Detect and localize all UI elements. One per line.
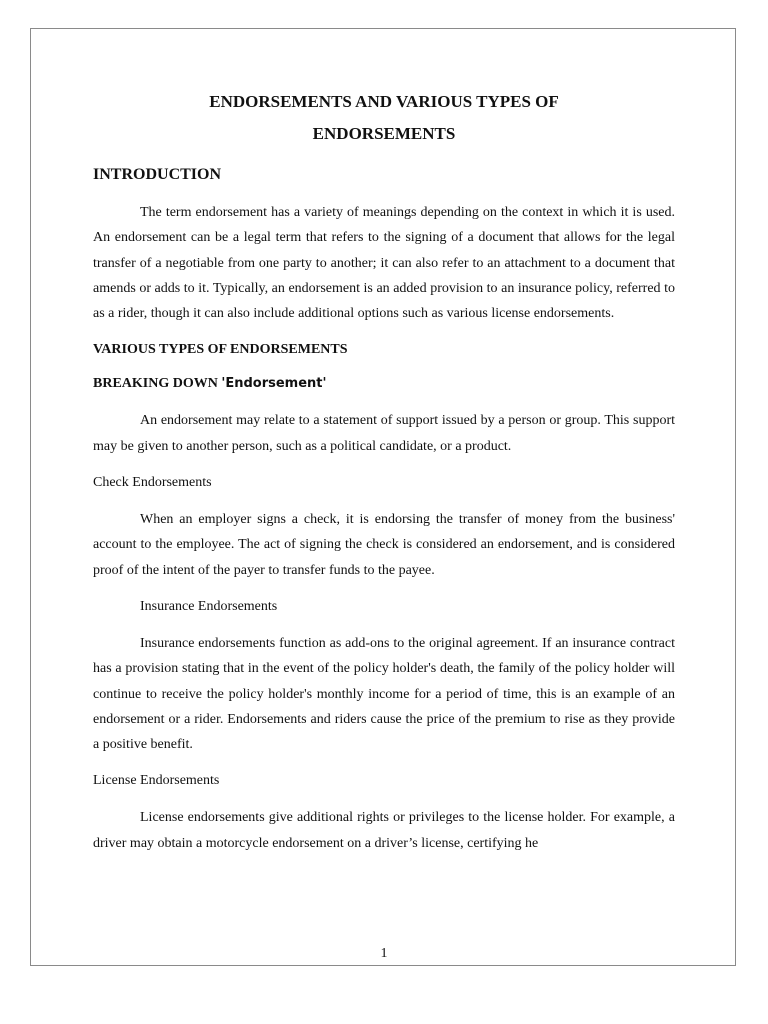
breaking-down-heading [93, 374, 675, 394]
intro-heading: INTRODUCTION [93, 166, 222, 183]
document-title [93, 86, 675, 150]
title-line-2: ENDORSEMENTS [312, 124, 456, 143]
page-number: 1 [380, 946, 388, 961]
breaking-down-prefix: BREAKING DOWN [93, 376, 222, 392]
document-body [93, 86, 675, 856]
insurance-heading: Insurance Endorsements [140, 598, 278, 614]
license-heading: License Endorsements [93, 773, 220, 789]
intro-paragraph: The term endorsement has a variety of meanings depending on the context in which it is used. An endorsement can be a legal term that refers to the signing of a document that allows for the legal transfer of a negotiable from one party to another; it can also refer to an attachment to a document that amends or adds to it. Typically, an endorsement is an added provision to an insurance policy, referred to as a rider, though it can also include additional options such as various license endorsements. [93, 205, 675, 322]
license-paragraph: License endorsements give additional rights or privileges to the license holder. For example, a driver may obtain a motorcycle endorsement on a driver’s license, certifying he [93, 810, 675, 851]
check-heading: Check Endorsements [93, 475, 212, 491]
insurance-paragraph: Insurance endorsements function as add-ons to the original agreement. If an insurance contract has a provision stating that in the event of the policy holder's death, the family of the policy holder will continue to receive the policy holder's monthly income for a period of time, this is an example of an endorsement or a rider. Endorsements and riders cause the price of the premium to rise as they provide a positive benefit. [93, 635, 675, 753]
types-heading: VARIOUS TYPES OF ENDORSEMENTS [93, 342, 348, 358]
breaking-down-paragraph: An endorsement may relate to a statement of support issued by a person or group. This support may be given to another person, such as a political candidate, or a product. [93, 413, 675, 454]
breaking-down-term: 'Endorsement' [221, 376, 327, 392]
check-paragraph: When an employer signs a check, it is endorsing the transfer of money from the business' account to the employee. The act of signing the check is considered an endorsement, and is considered proof of the intent of the payer to transfer funds to the payee. [93, 512, 675, 578]
title-line-1: ENDORSEMENTS AND VARIOUS TYPES OF [209, 92, 559, 111]
